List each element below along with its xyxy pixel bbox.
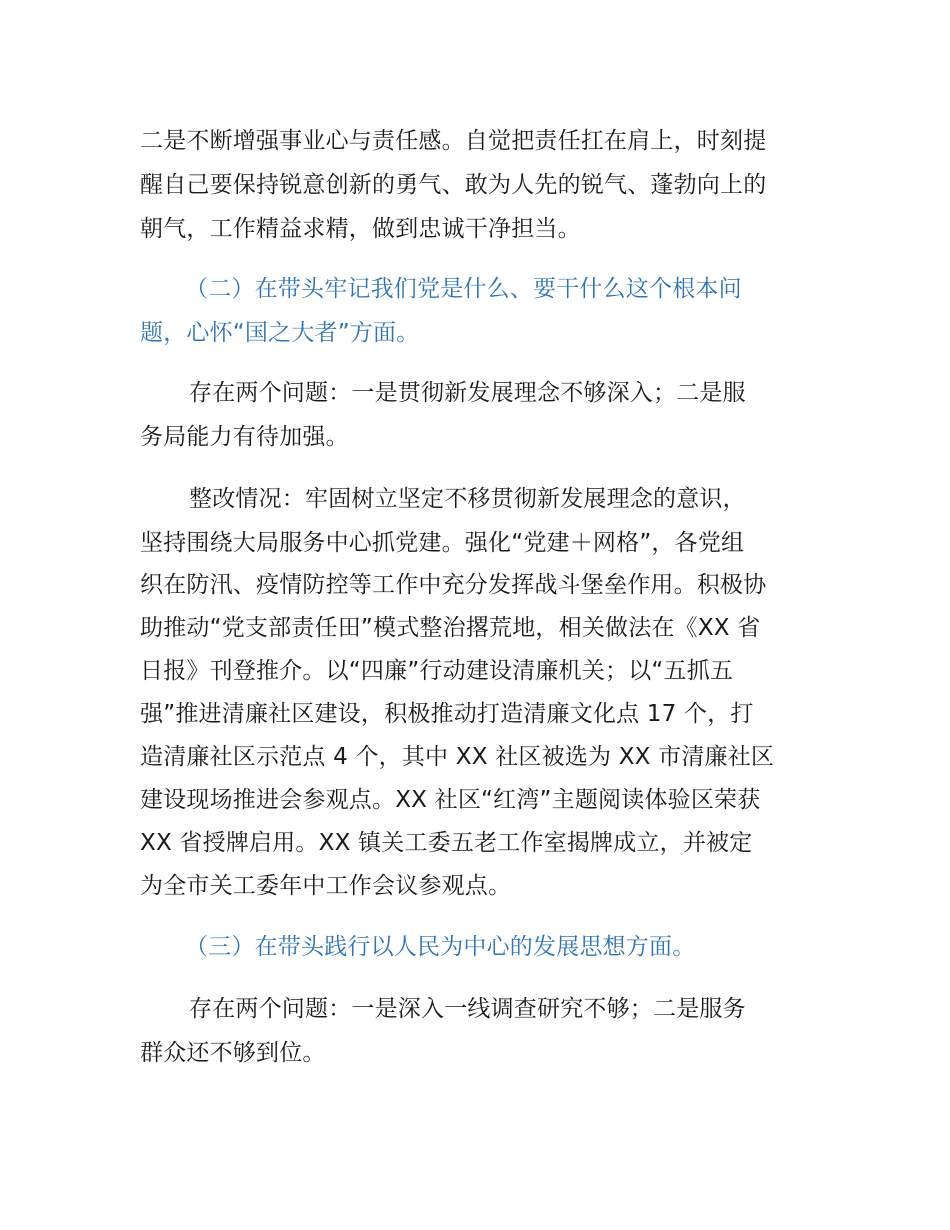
problems-3-line-2: 群众还不够到位。 xyxy=(140,1040,326,1066)
paragraph-1-line-2: 醒自己要保持锐意创新的勇气、敢为人先的锐气、蓬勃向上的 xyxy=(140,172,767,198)
problems-3-line-1: 存在两个问题：一是深入一线调查研究不够；二是服务 xyxy=(189,996,746,1022)
paragraph-1-line-3: 朝气，工作精益求精，做到忠诚干净担当。 xyxy=(140,216,581,242)
problems-2-line-1: 存在两个问题：一是贯彻新发展理念不够深入；二是服 xyxy=(189,380,746,406)
problems-2-line-2: 务局能力有待加强。 xyxy=(140,424,349,450)
section-heading-2-line-2: 题，心怀“国之大者”方面。 xyxy=(140,320,420,346)
rectification-line-6: 强”推进清廉社区建设，积极推动打造清廉文化点 17 个，打 xyxy=(140,701,754,727)
section-heading-3-line-1: （三）在带头践行以人民为中心的发展思想方面。 xyxy=(185,934,696,960)
rectification-line-8: 建设现场推进会参观点。XX 社区“红湾”主题阅读体验区荣获 xyxy=(140,787,761,813)
section-heading-2-line-1: （二）在带头牢记我们党是什么、要干什么这个根本问 xyxy=(185,276,742,302)
rectification-line-7: 造清廉社区示范点 4 个，其中 XX 社区被选为 XX 市清廉社区 xyxy=(140,744,775,770)
rectification-line-5: 日报》刊登推介。以“四廉”行动建设清廉机关；以“五抓五 xyxy=(140,658,734,684)
rectification-line-2: 坚持围绕大局服务中心抓党建。强化“党建＋网格”，各党组 xyxy=(140,530,745,556)
rectification-line-4: 助推动“党支部责任田”模式整治撂荒地，相关做法在《XX 省 xyxy=(140,615,761,641)
rectification-line-1: 整改情况：牢固树立坚定不移贯彻新发展理念的意识， xyxy=(189,486,746,512)
rectification-line-9: XX 省授牌启用。XX 镇关工委五老工作室揭牌成立，并被定 xyxy=(140,830,753,856)
rectification-line-10: 为全市关工委年中工作会议参观点。 xyxy=(140,873,512,899)
rectification-line-3: 织在防汛、疫情防控等工作中充分发挥战斗堡垒作用。积极协 xyxy=(140,572,767,598)
paragraph-1-line-1: 二是不断增强事业心与责任感。自觉把责任扛在肩上，时刻提 xyxy=(140,128,767,154)
